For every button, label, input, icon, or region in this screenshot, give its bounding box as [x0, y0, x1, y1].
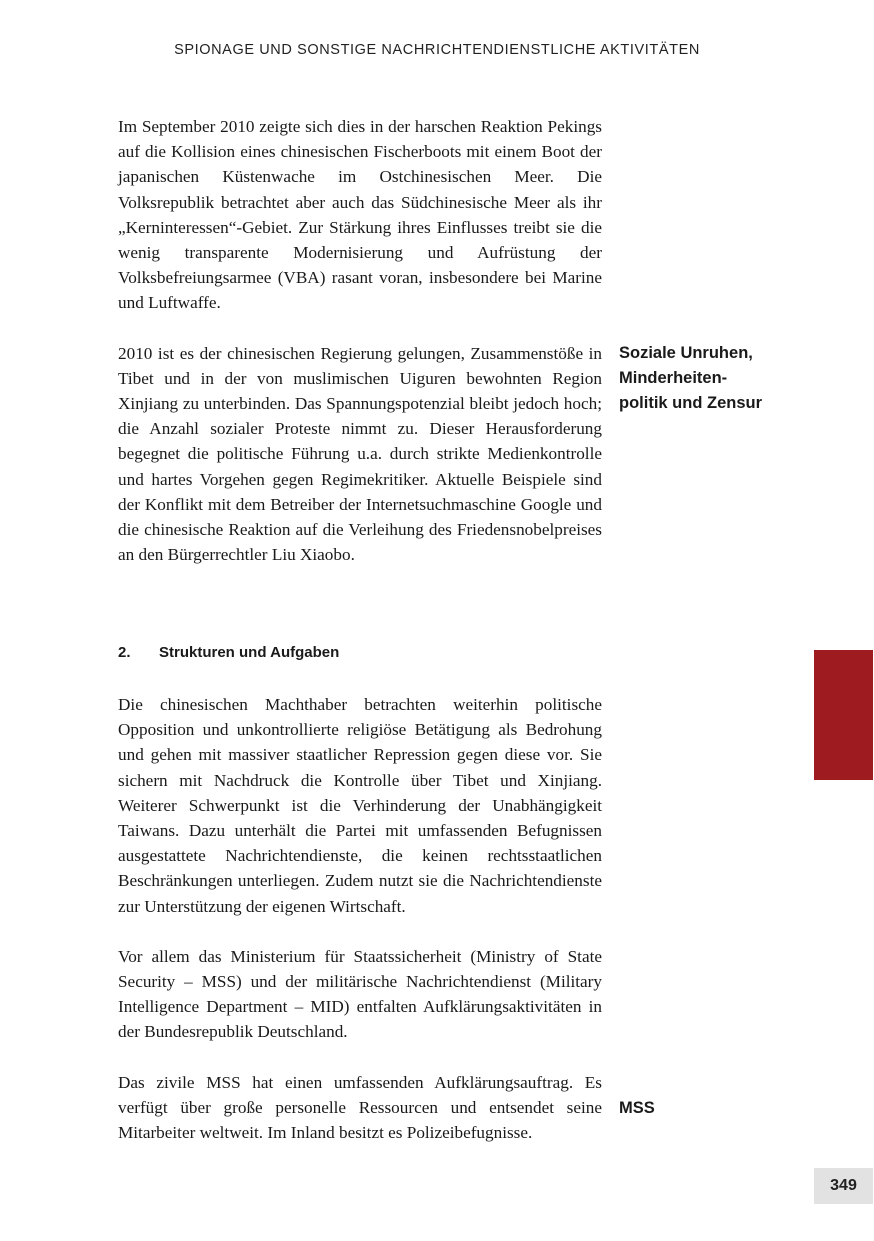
running-head: SPIONAGE UND SONSTIGE NACHRICHTENDIENSTLICHE AKTIVITÄTEN	[174, 42, 700, 58]
chapter-tab-marker	[814, 650, 873, 780]
margin-note-mss: MSS	[619, 1099, 655, 1117]
section-number: 2.	[118, 644, 131, 661]
section-title: Strukturen und Aufgaben	[159, 644, 340, 661]
margin-note-line: politik und Zensur	[619, 394, 762, 412]
paragraph-3: Die chinesischen Machthaber betrachten weiterhin politische Opposition und unkontrollierte religiöse Betätigung als Bedrohung und gehen mit massiver staatlicher Repression gegen diese vor. Sie sichern mit Nachdruck die Kontrolle über Tibet und Xinjiang. Weiterer Schwerpunkt ist die Verhinderung der Unabhängigkeit Taiwans. Dazu unterhält die Partei mit umfassenden Befugnissen ausgestattete Nachrichtendienste, die keinen rechtsstaatlichen Beschränkungen unterliegen. Zudem nutzt sie die Nachrichtendienste zur Unterstützung der eigenen Wirtschaft.	[118, 695, 602, 916]
page-number: 349	[814, 1168, 873, 1204]
margin-note-line: Soziale Unruhen,	[619, 344, 753, 362]
margin-note-line: Minderheiten-	[619, 369, 728, 387]
body-text-block-2	[118, 692, 602, 1145]
margin-note-social-unrest	[619, 341, 819, 416]
paragraph-5: Das zivile MSS hat einen umfassenden Aufklärungsauftrag. Es verfügt über große personelle Ressourcen und entsendet seine Mitarbeiter weltweit. Im Inland besitzt es Polizeibefugnisse.	[118, 1072, 602, 1143]
body-text-block-1	[118, 114, 602, 567]
section-heading	[118, 644, 339, 661]
paragraph-4: Vor allem das Ministerium für Staatssicherheit (Ministry of State Security – MSS) und der militärische Nachrichtendienst (Military Intelligence Department – MID) entfalten Aufklärungsaktivitäten in der Bundesrepublik Deutschland.	[118, 946, 602, 1042]
paragraph-2: 2010 ist es der chinesischen Regierung gelungen, Zusammenstöße in Tibet und in der von muslimischen Uiguren bewohnten Region Xinjiang zu unterbinden. Das Spannungspotenzial bleibt jedoch hoch; die Anzahl sozialer Proteste nimmt zu. Dieser Herausforderung begegnet die politische Führung u.a. durch strikte Medienkontrolle und hartes Vorgehen gegen Regimekritiker. Aktuelle Beispiele sind der Konflikt mit dem Betreiber der Internetsuchmaschine Google und die chinesische Reaktion auf die Verleihung des Friedensnobelpreises an den Bürgerrechtler Liu Xiaobo.	[118, 343, 602, 565]
paragraph-1: Im September 2010 zeigte sich dies in der harschen Reaktion Pekings auf die Kollision eines chinesischen Fischerboots mit einem Boot der japanischen Küstenwache im Ostchinesischen Meer. Die Volksrepublik betrachtet aber auch das Südchinesische Meer als ihr „Kerninteressen“-Gebiet. Zur Stärkung ihres Einflusses treibt sie die wenig transparente Modernisierung und Aufrüstung der Volksbefreiungsarmee (VBA) rasant voran, insbesondere bei Marine und Luftwaffe.	[118, 117, 602, 313]
